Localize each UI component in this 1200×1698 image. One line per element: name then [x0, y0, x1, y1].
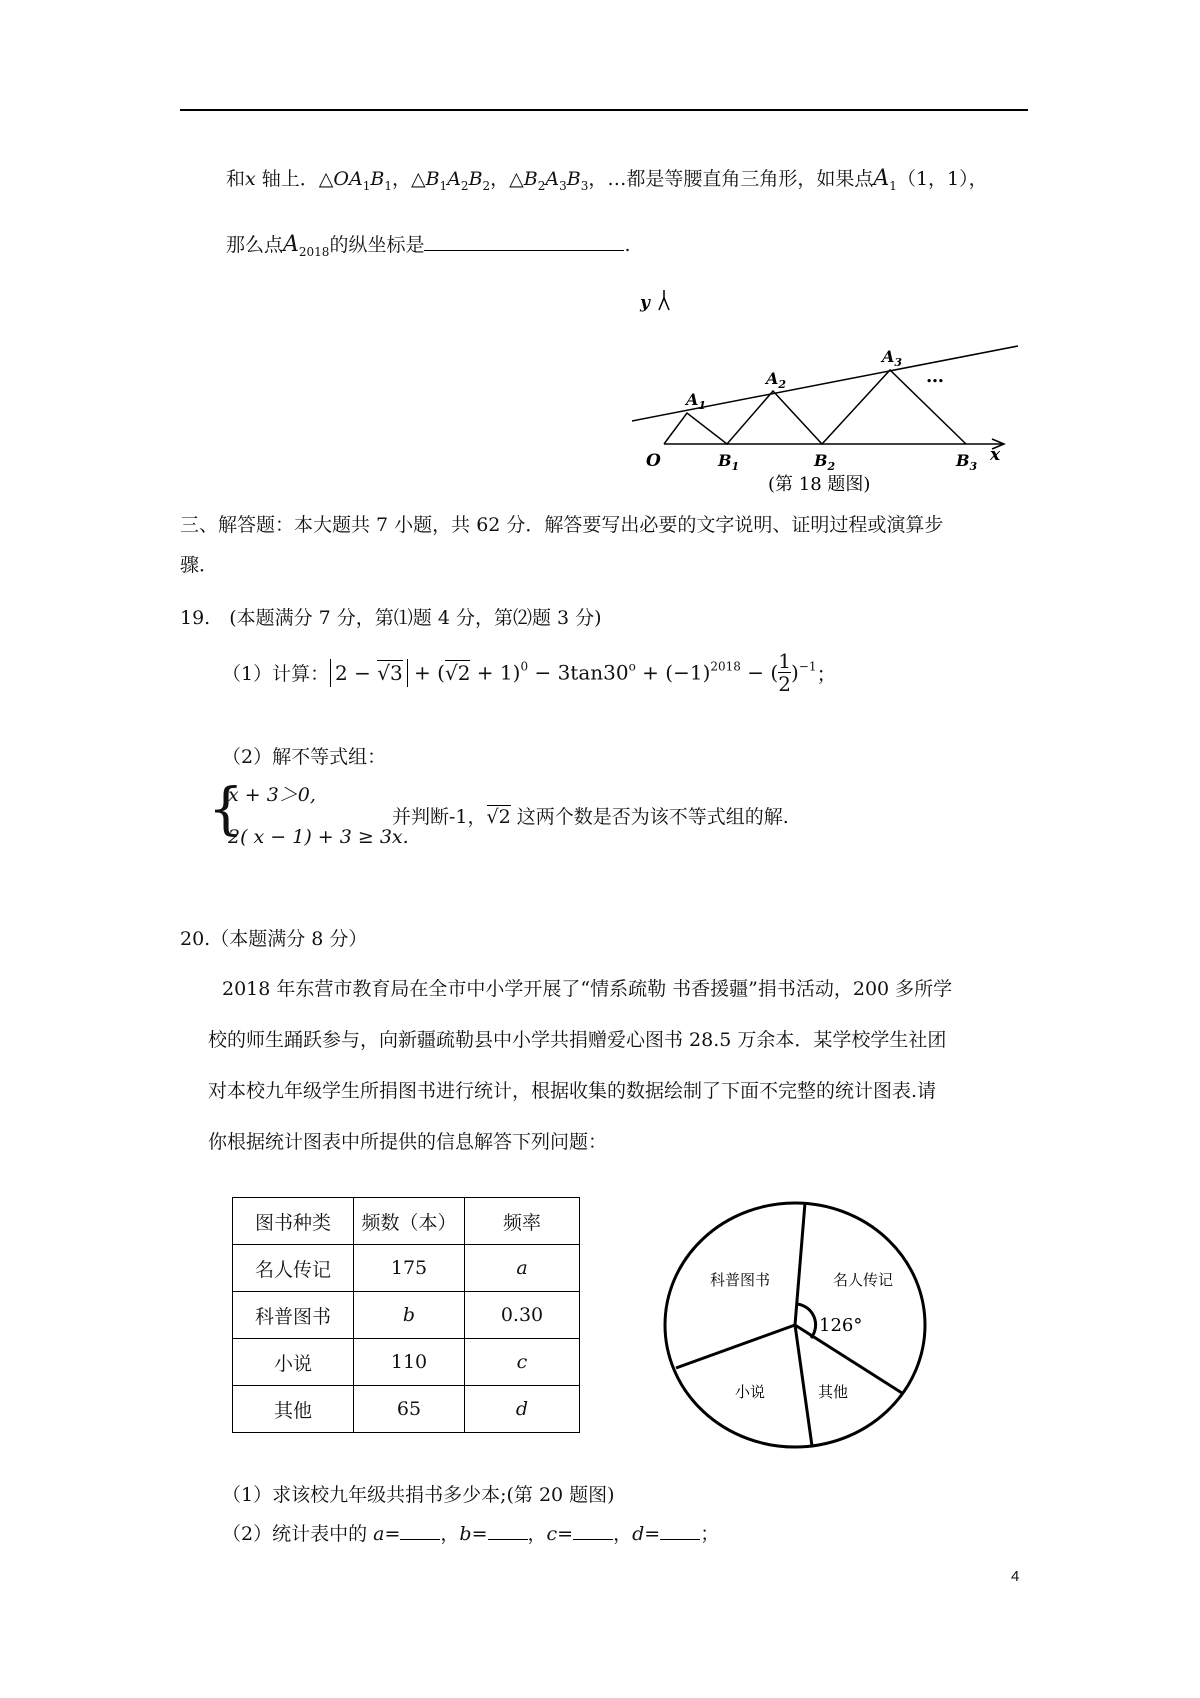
q20-para-line3: 对本校九年级学生所捐图书进行统计，根据收集的数据绘制了下面不完整的统计图表.请 — [208, 1080, 937, 1102]
A2-label: $A_2$ — [766, 369, 787, 391]
table-cell: 0.30 — [465, 1292, 580, 1339]
q19-part1: （1）计算： — [222, 663, 330, 685]
q18-figure — [620, 290, 1020, 500]
absolute-value: 2 − √3 — [330, 659, 408, 687]
q19-expression: $2 - √3 + (√2 + 1)^0 - 3\tan 30^o + (-1)^{2018}$ − ( $\frac{1}{2}$ )$^{-1}$； — [330, 650, 836, 696]
header-rule — [180, 109, 1028, 111]
table-cell: 110 — [354, 1339, 465, 1386]
q20-sub1: （1）求该校九年级共捐书多少本;(第 20 题图) — [222, 1484, 615, 1506]
continuation-dots: … — [926, 366, 944, 387]
A1-label: $A_1$ — [686, 390, 707, 412]
B3-label: $B_3$ — [956, 451, 978, 473]
fraction-half: $\frac{1}{2}$ — [778, 649, 791, 696]
pie-label-biography: 名人传记 — [833, 1271, 894, 1289]
A3-label: $A_3$ — [882, 347, 903, 369]
table-cell: 65 — [354, 1386, 465, 1433]
table-header-row — [233, 1198, 580, 1245]
blank-d[interactable] — [660, 1521, 700, 1540]
table-cell: a — [465, 1245, 580, 1292]
table-row — [233, 1245, 580, 1292]
y-axis-arrow — [659, 298, 669, 310]
pie-angle-label: 126° — [819, 1315, 863, 1336]
pie-label-science: 科普图书 — [710, 1271, 771, 1289]
inequality-2: 2( x − 1) + 3 ≥ 3x. — [228, 826, 409, 848]
table-header: 频率 — [465, 1198, 580, 1245]
page-number: 4 — [1011, 1568, 1020, 1585]
table-cell: d — [465, 1386, 580, 1433]
section3-heading-cont: 骤． — [180, 554, 219, 576]
x-label: x — [990, 445, 1001, 465]
q20-para-line1: 2018 年东营市教育局在全市中小学开展了“情系疏勒 书香援疆”捐书活动，200 多所学 — [222, 978, 953, 1000]
table-row — [233, 1339, 580, 1386]
pie-label-other: 其他 — [818, 1383, 849, 1401]
q18-line1: 和x 轴上．$\triangle OA_1B_1$，$\triangle B_1A_2B_2$，$\triangle B_2A_3B_3$，…都是等腰直角三角形，如果点$A_1(1$，1）， — [226, 166, 988, 193]
section3-heading: 三、解答题：本大题共 7 小题，共 62 分．解答要写出必要的文字说明、证明过程或演算步 — [180, 514, 944, 536]
table-cell: 175 — [354, 1245, 465, 1292]
blank-a[interactable] — [400, 1521, 440, 1540]
table-header: 频数（本） — [354, 1198, 465, 1245]
table-header: 图书种类 — [233, 1198, 354, 1245]
table-cell: 其他 — [233, 1386, 354, 1433]
q20-para-line2: 校的师生踊跃参与，向新疆疏勒县中小学共捐赠爱心图书 28.5 万余本．某学校学生社团 — [208, 1029, 947, 1051]
B1-label: $B_1$ — [718, 451, 740, 473]
blank-b[interactable] — [488, 1521, 528, 1540]
triangles — [664, 370, 966, 444]
q19-judge: 并判断-1，√2 这两个数是否为该不等式组的解. — [392, 806, 789, 828]
system-brace: { — [208, 777, 244, 842]
q19-header: 19. (本题满分 7 分，第⑴题 4 分，第⑵题 3 分) — [180, 607, 602, 629]
table-row — [233, 1386, 580, 1433]
q19-part2: （2）解不等式组： — [222, 746, 387, 768]
table-cell: 名人传记 — [233, 1245, 354, 1292]
pie-divider — [795, 1325, 812, 1446]
answer-blank[interactable] — [424, 232, 624, 251]
figure-18-caption: (第 18 题图) — [768, 474, 871, 495]
B2-label: $B_2$ — [814, 451, 836, 473]
table-cell: 小说 — [233, 1339, 354, 1386]
q20-sub2: （2）统计表中的 a= ，b= ，c= ，d= ； — [222, 1523, 720, 1545]
frequency-table — [232, 1197, 580, 1433]
q20-header: 20.（本题满分 8 分） — [180, 928, 368, 950]
origin-label: O — [646, 451, 661, 471]
y-label: y — [640, 293, 650, 313]
figure-20-caption: (第 20 题图) — [506, 1484, 615, 1506]
pie-chart — [660, 1200, 930, 1450]
inequality-1: x + 3＞0, — [228, 784, 316, 806]
pie-label-novel: 小说 — [735, 1383, 766, 1401]
pie-divider — [676, 1325, 795, 1368]
line-through-A — [632, 346, 1018, 421]
table-row — [233, 1292, 580, 1339]
blank-c[interactable] — [573, 1521, 613, 1540]
q18-line2: 那么点$A_{2018}$的纵坐标是 . — [226, 232, 631, 259]
table-cell: c — [465, 1339, 580, 1386]
q20-para-line4: 你根据统计图表中所提供的信息解答下列问题： — [208, 1131, 608, 1153]
table-cell: b — [354, 1292, 465, 1339]
table-cell: 科普图书 — [233, 1292, 354, 1339]
